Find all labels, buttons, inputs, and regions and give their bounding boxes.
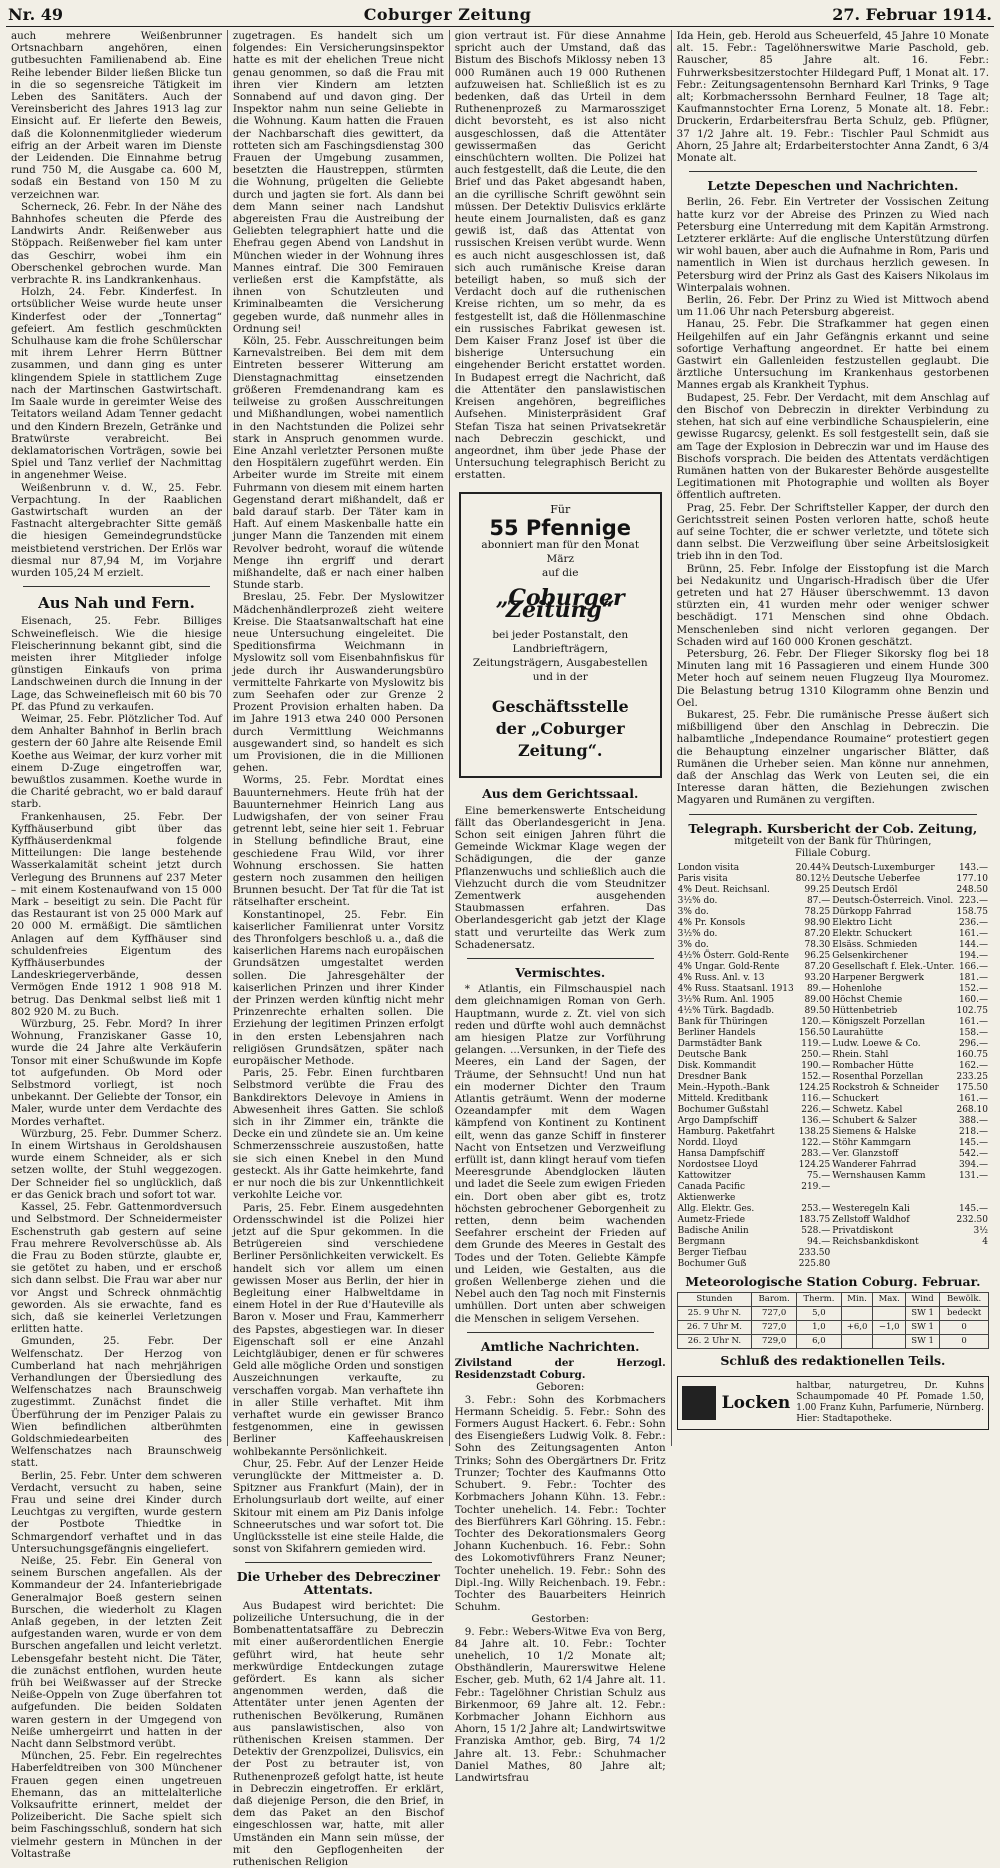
stock-row — [677, 929, 989, 940]
stock-price: 143.— — [958, 863, 988, 874]
weather-cell: SW 1 — [906, 1335, 940, 1349]
stock-name: Kattowitzer — [677, 1171, 731, 1182]
stock-name: Aumetz-Friede — [677, 1215, 746, 1226]
weather-row — [677, 1321, 988, 1335]
paragraph: Breslau, 25. Febr. Der Myslowitzer Mädchenhändlerprozeß zieht weitere Kreise. Die Staatsanwaltschaft hat eine neue Untersuchung eingeleitet. Die Speditionsfirma Weichmann in Myslowitz soll vom Eisenbahnfiskus für jede durch ihr Auswanderungsbüro vermittelte Fahrkarte von Myslowitz bis zum Seehafen oder zur Grenze 2 Prozent Provision erhalten haben. Da im Jahre 1913 etwa 240 000 Personen durch Vermittlung Weichmanns ausgewandert sind, so handelt es sich um Provisionen, die in die Millionen gehen. — [232, 591, 444, 775]
paragraph: Frankenhausen, 25. Febr. Der Kyffhäuserbund gibt über das Kyffhäuserdenkmal folgende Mitteilungen: Die lange bestehende Wasserkalamität scheint jetzt durch Verlegung des Brunnens auf 237 Meter – mit einem Kostenaufwand von 15 000 Mark – beseitigt zu sein. Die Pacht für das Restaurant ist von 25 000 Mark auf 20 000 M. ermäßigt. Die sämtlichen Anlagen auf dem Kyffhäuser sind schuldenfreies Eigentum des Kyffhäuserbundes der Landeskriegerverbände, dessen Vermögen Ende 1912 1 908 918 M. betrug. Das Denkmal selbst ließ mit 1 802 920 M. zu Buch. — [11, 810, 222, 1018]
weather-column-header: Barom. — [752, 1293, 797, 1307]
stock-name: Gelsenkirchener — [832, 951, 908, 962]
stock-price: 166.— — [958, 962, 988, 973]
stock-name: Harpener Bergwerk — [832, 973, 924, 984]
stock-name: Wanderer Fahrrad — [832, 1160, 917, 1171]
stock-price: 124.25 — [798, 1083, 831, 1094]
stock-price: 161.— — [958, 1017, 988, 1028]
registry-title: Zivilstand der Herzogl. Residenzstadt Coburg. — [454, 1357, 666, 1382]
paragraph: Eisenach, 25. Febr. Billiges Schweinefleisch. Wie die hiesige Fleischerinnung bekannt gibt, sind die meisten ihrer Mitglieder infolge günstigen Einkaufs von prima Landschweinen durch die Innung in der Lage, das Schweinefleisch mit 60 bis 70 Pf. das Pfund zu verkaufen. — [11, 615, 222, 713]
stock-row — [677, 973, 989, 984]
stock-name — [831, 1193, 955, 1204]
births-heading: Geboren: — [536, 1381, 585, 1394]
issue-date: 27. Februar 1914. — [832, 5, 992, 24]
paragraph: Hanau, 25. Febr. Die Strafkammer hat gegen einen Heilgehilfen auf ein Jahr Gefängnis erkannt und seine sofortige Verhaftung angeordnet. Er hatte bei einem Gastwirt ein Gallenleiden festzustellen geglaubt. Die ärztliche Untersuchung im Krankenhaus gestorbenen Mannes ergab als Krankheit Typhus. — [676, 318, 989, 392]
advert-line: bei jeder Postanstalt, den Landbriefträgern, Zeitungsträgern, Ausgabestellen und in der — [472, 629, 648, 684]
stock-row — [677, 1050, 989, 1061]
stock-name: Disk. Kommandit — [677, 1061, 756, 1072]
stock-price: 296.— — [958, 1039, 988, 1050]
stock-price: 78.25 — [804, 907, 831, 918]
stock-name: Mitteld. Kreditbank — [677, 1094, 768, 1105]
stock-name: Deutsche Ueberfee — [832, 874, 921, 885]
stock-name: Dresdner Bank — [677, 1072, 747, 1083]
stock-price: 145.— — [958, 1204, 988, 1215]
stock-row — [677, 874, 989, 885]
stock-row — [677, 1171, 989, 1182]
weather-column-header: Wind — [906, 1293, 940, 1307]
stock-name: Schubert & Salzer — [832, 1116, 917, 1127]
paragraph: Weimar, 25. Febr. Plötzlicher Tod. Auf dem Anhalter Bahnhof in Berlin brach gestern der 60 Jahre alte Reisende Emil Koethe aus Weimar, der kurz vorher mit einem D-Zuge eingetroffen war, bewußtlos zusammen. Koethe wurde in die Charité gebracht, wo er bald darauf starb. — [11, 712, 222, 811]
stock-name: Deutsch-Luxemburger — [832, 863, 935, 874]
stock-name: Ver. Glanzstoff — [832, 1149, 899, 1160]
stock-name: Höchst Chemie — [832, 995, 903, 1006]
stock-table — [677, 863, 989, 1270]
paragraph: Budapest, 25. Febr. Der Verdacht, mit dem Anschlag auf den Bischof von Debreczin in direkter Verbindung zu stehen, hat sich auf eine verbindliche Schauspielerin, eine gewisse Rugarcsy, gelenkt. Es soll festgestellt sein, daß sie am Tage der Explosion in Debreczin war und im Hause des Bischofs vorsprach. Die beiden des Attentats verdächtigen Rumänen hatten von der Bukarester Behörde ausgestellte Legitimationen mit Photographie und wollten als Boyer öffentlich auftreten. — [676, 391, 989, 502]
stock-price: 93.20 — [804, 973, 831, 984]
stock-name: 4% Russ. Staatsanl. 1913 — [677, 984, 794, 995]
weather-cell: +6,0 — [841, 1321, 873, 1335]
stock-name: Paris visita — [677, 874, 728, 885]
stock-name: Zellstoff Waldhof — [832, 1215, 910, 1226]
weather-cell — [873, 1335, 906, 1349]
stock-row — [677, 1149, 989, 1160]
paragraph: 3. Febr.: Sohn des Korbmachers Hermann Scheidig. 5. Febr.: Sohn des Formers August Hackert. 6. Febr.: Sohn des Eisengießers Ludwig Volk. 8. Febr.: Sohn des Zeitungsagenten Anton Trinks; Sohn des Obergärtners Dr. Fritz Trunzer; Tochter des Kaufmanns Otto Schubert. 9. Febr.: Tochter des Korbmachers Johann Kühn. 13. Febr.: Tochter unehelich. 14. Febr.: Tochter des Bierführers Karl Göhring. 15. Febr.: Tochter des Dekorationsmalers Georg Johann Kuchenbuch. 16. Febr.: Sohn des Lokomotivführers Franz Neuner; Tochter unehelich. 19. Febr.: Sohn des Dipl.-Ing. Willy Reichenbach. 19. Febr.: Tochter des Bauarbeiters Heinrich Schuhm. — [454, 1393, 666, 1614]
stock-row — [677, 1094, 989, 1105]
stock-name: Schuckert — [832, 1094, 879, 1105]
paragraph: * Atlantis, ein Filmschauspiel nach dem gleichnamigen Roman von Gerh. Hauptmann, wurde z. Zt. viel von sich reden und dürfte wohl auch demnächst am hiesigen Platze zur Vorführung gelangen. ...Versunken, in der Tiefe des Meeres, ein Land der Sagen, der Träume, der Sehnsucht! Und nun hat ein moderner Dichter den Traum Atlantis geträumt. Wenn der moderne Ozeandampfer mit dem Wagen kämpfend von Kontinent zu Kontinent eilt, wenn das ganze Schiff in finsterer Nacht von Entsetzen und Verzweiflung erfüllt ist, dann klingt herauf vom tiefen Meeresgrunde Abendglocken läuten und ladet die Seele zum ewigen Frieden ein. Dort oben aber gibt es, trotz höchsten gebrochener Geborgenheit zu retten, denn beim wachenden Seefahrer erscheint der Frieden auf dem Grunde des Meeres in Gestalt des Todes und der Toten. Geliebte Kämpfe und Leiden, wie Gestalten, aus die großen Wellenberge ziehen und die Nebel auch den Tag noch mit Finsternis umhüllen. Dort unten aber schweigen die Menschen in seligem Versehen. — [454, 983, 666, 1325]
stock-price: 236.— — [958, 918, 988, 929]
stock-name: Deutsche Bank — [677, 1050, 747, 1061]
paragraph: Brünn, 25. Febr. Infolge der Eisstopfung ist die March bei Nedakunitz und Ungarisch-Hradisch über die Ufer getreten und hat 27 Häuser überschwemmt. 13 davon stürzten ein, 41 wurden mehr oder weniger schwer beschädigt. 171 Menschen sind ohne Obdach. Menschenleben sind nicht verloren gegangen. Der Schaden wird auf 160 000 Kronen geschätzt. — [676, 562, 989, 648]
stock-name: 4½% Österr. Gold-Rente — [677, 951, 789, 962]
stock-name: Laurahütte — [832, 1028, 884, 1039]
stock-name: 3½% Rum. Anl. 1905 — [677, 995, 775, 1006]
divider — [23, 586, 210, 587]
stock-name: Reichsbankdiskont — [832, 1237, 919, 1248]
weather-cell: 5,0 — [797, 1307, 842, 1321]
stock-row — [677, 863, 989, 874]
stock-name: Canada Pacific — [677, 1182, 746, 1193]
stock-row — [677, 1160, 989, 1171]
stock-price: 87.20 — [804, 929, 831, 940]
stock-price: 394.— — [958, 1160, 988, 1171]
stock-row — [677, 1127, 989, 1138]
stock-name: London visita — [677, 863, 740, 874]
stock-price: 226.— — [801, 1105, 831, 1116]
stock-price: 98.90 — [804, 918, 831, 929]
paragraph: Köln, 25. Febr. Ausschreitungen beim Karnevalstreiben. Bei dem mit dem Eintreten besserer Witterung am Dienstagnachmittag einsetzenden größeren Fremdenandrang kam es teilweise zu großen Ausschreitungen und Mißhandlungen, wobei namentlich in den Nachtstunden die Polizei sehr stark in Anspruch genommen wurde. Eine Anzahl verletzter Personen mußte den Hospitälern zugeführt werden. Ein Arbeiter wurde im Streite mit einem Fuhrmann von diesem mit einem harten Gegenstand derart mißhandelt, daß er bald darauf starb. Der Täter kam in Haft. Auf einem Maskenballe hatte ein junger Mann die Tanzenden mit einem Revolver bedroht, worauf die wütende Menge ihn ergriff und derart mißhandelte, daß er nach einer halben Stunde starb. — [232, 335, 444, 592]
paragraph: Würzburg, 25. Febr. Dummer Scherz. In einem Wirtshaus in Geroldshausen wurde einem Schneider, als er sich setzen wollte, der Stuhl weggezogen. Der Schneider fiel so unglücklich, daß er das Genick brach und sofort tot war. — [11, 1127, 222, 1201]
stock-row — [677, 1259, 989, 1270]
stock-name: Rombacher Hütte — [832, 1061, 914, 1072]
stock-name: Wernshausen Kamm — [832, 1171, 926, 1182]
masthead — [6, 4, 994, 27]
stock-price: 4 — [982, 1237, 988, 1248]
stock-price: 283.— — [801, 1149, 831, 1160]
advert-text: haltbar, naturgetreu, Dr. Kuhns Schaumpomade 40 Pf. Pomade 1.50, 1.00 Franz Kuhn, Parfumerie, Nürnberg. Hier: Stadtapotheke. — [796, 1380, 984, 1424]
stock-row — [677, 1215, 989, 1226]
stock-name — [831, 1248, 955, 1259]
paragraph: München, 25. Febr. Ein regelrechtes Haberfeldtreiben von 300 Münchener Frauen gegen einen ungetreuen Ehemann, das an mittelalterliche Volksaufritte erinnert, meldet der Polizeibericht. Die Sache spielt sich beim Faschingsschluß, sondern hat sich vielmehr gestern in München in der Voltastraße — [11, 1750, 222, 1860]
stock-name — [831, 1259, 955, 1270]
paragraph: Petersburg, 26. Febr. Der Flieger Sikorsky flog bei 18 Minuten lang mit 16 Passagieren und einem Hunde 300 Meter hoch auf seinem neuen Flugzeug Ilya Mouromez. Die Belastung betrug 1310 Kilogramm ohne Benzin und Oel. — [676, 647, 989, 709]
stock-price: 218.— — [958, 1127, 988, 1138]
stock-name: Privatdiskont — [832, 1226, 894, 1237]
paragraph: zugetragen. Es handelt sich um folgendes: Ein Versicherungsinspektor hatte es mit der ehelichen Treue nicht genau genommen, so daß die Frau mit ihren vier Kindern am letzten Sonnabend auf und davon ging. Der Inspektor nahm nun seine Geliebte in die Wohnung. Kaum hatten die Frauen der Nachbarschaft dies gewittert, da rotteten sich am Faschingsdienstag 300 Frauen der Umgebung zusammen, besetzten die Haustreppen, stürmten die Wohnung, prügelten die Geliebte durch und jagten sie fort. Als dann bei dem Mann seiner nach Landshut abgereisten Frau die Austreibung der Geliebten telegraphiert hatte und die Ehefrau gegen Abend von Landshut in München wieder in der Wohnung ihres Mannes eintraf. Die 300 Femirauen verließen erst die Kampfstätte, als ihnen von Schutzleuten und Kriminalbeamten die Versicherung gegeben wurde, daß nunmehr alles in Ordnung sei! — [232, 30, 444, 335]
paragraph: Weißenbrunn v. d. W., 25. Febr. Verpachtung. In der Raablichen Gastwirtschaft wurden an der Fastnacht altergebrachter Sitte gemäß die hiesigen Gemeindegrundstücke meistbietend verstrichen. Der Erlös war diesmal nur 87,94 M, im Vorjahre wurden 105,24 M erzielt. — [11, 481, 222, 579]
advert-word: Locken — [721, 1392, 791, 1413]
stock-name: Rockstroh & Schneider — [832, 1083, 939, 1094]
kurs-subheading: mitgeteilt von der Bank für Thüringen, — [734, 835, 932, 847]
stock-name: Rosenthal Porzellan — [832, 1072, 924, 1083]
issue-number: Nr. 49 — [8, 5, 63, 24]
stock-row — [677, 1193, 989, 1204]
stock-name: 4% Deut. Reichsanl. — [677, 885, 770, 896]
stock-price: 78.30 — [804, 940, 831, 951]
stock-price: 388.— — [958, 1116, 988, 1127]
stock-price — [795, 1193, 832, 1204]
stock-price: 145.— — [958, 1138, 988, 1149]
paragraph: Holzh, 24. Febr. Kinderfest. In ortsüblicher Weise wurde heute unser Kinderfest oder der „Tonnertag“ gefeiert. Am festlich geschmückten Schulhause kam die frohe Schülerschar mit ihrem Lehrer Herrn Büttner zusammen, und dann ging es unter klingendem Spiele in stattlichem Zuge nach der Martinschen Gastwirtschaft. Im Saale wurde in gereimter Weise des Teitators weiland Adam Tenner gedacht und den Kindern Brezeln, Getränke und Bratwürste verabreicht. Bei deklamatorischen Vorträgen, sowie bei Spiel und Tanz verlief der Nachmittag in angenehmer Weise. — [11, 286, 222, 482]
weather-cell: SW 1 — [906, 1321, 940, 1335]
section-heading: Amtliche Nachrichten. — [480, 1338, 640, 1354]
divider — [689, 171, 977, 172]
weather-column-header: Min. — [841, 1293, 873, 1307]
stock-name: 4% Ungar. Gold-Rente — [677, 962, 780, 973]
weather-cell: bedeckt — [940, 1307, 989, 1321]
stock-row — [677, 1182, 989, 1193]
stock-price: 124.25 — [798, 1160, 831, 1171]
deaths-heading: Gestorben: — [531, 1613, 590, 1626]
stock-price: 177.10 — [956, 874, 988, 885]
stock-row — [677, 1072, 989, 1083]
paragraph: Konstantinopel, 25. Febr. Ein kaiserlicher Familienrat unter Vorsitz des Thronfolgers beschloß u. a., daß die kaiserlichen Harems nach europäischen Grundsätzen umgestaltet werden sollen. Die Jahresgehälter der kaiserlichen Prinzen und ihrer Kinder der Prinzen werden künftig nicht mehr Prinzenrechte erhalten sollen. Die Erziehung der legitimen Prinzen erfolgt in den ersten Lebensjahren nach religiösen Grundsätzen, später nach europäischer Methode. — [232, 908, 444, 1068]
stock-row — [677, 1204, 989, 1215]
weather-cell: 26. 2 Uhr N. — [677, 1335, 752, 1349]
stock-name: Elektr. Schuckert — [832, 929, 912, 940]
stock-row — [677, 1017, 989, 1028]
stock-price: 225.80 — [798, 1259, 831, 1270]
stock-price: 161.— — [958, 1094, 988, 1105]
paragraph: Chur, 25. Febr. Auf der Lenzer Heide verunglückte der Mittmeister a. D. Spitzner aus Frankfurt (Main), der in Erholungsurlaub dort weilte, auf einer Skitour mit einem am Piz Danis infolge Schneerutsches und war sofort tot. Die Unglücksstelle ist eine steile Halde, die sonst von Skifahrern gemieden wird. — [232, 1457, 444, 1556]
divider — [467, 1332, 654, 1333]
paragraph: Neiße, 25. Febr. Ein General von seinem Burschen angefallen. Als der Kommandeur der 24. Infanteriebrigade Generalmajor Boeß gestern seinen Burschen, die wiederholt zu Klagen Anlaß gegeben, in der letzten Zeit aufgestanden waren, wurde er von dem Burschen angefallen und leicht verletzt. Lebensgefahr besteht nicht. Die Täter, die zunächst entflohen, wurden heute früh bei Weißwasser auf der Strecke Neiße-Oppeln von Zuge überfahren tot aufgefunden. Die beiden Soldaten waren gestern in der Umgegend von Neiße umhergeirrt und hatten in der Nacht dann Selbstmord verübt. — [11, 1554, 222, 1751]
stock-price: 116.— — [801, 1094, 831, 1105]
stock-name: 3½% do. — [677, 896, 718, 907]
stock-price: 219.— — [801, 1182, 831, 1193]
advert-office: der „Coburger Zeitung“. — [495, 719, 625, 761]
advert-line: abonniert man für den Monat März — [481, 538, 640, 565]
stock-name: Hamburg. Paketfahrt — [677, 1127, 775, 1138]
weather-column-header: Bewölk. — [940, 1293, 989, 1307]
stock-name: Mein.-Hypoth.-Bank — [677, 1083, 770, 1094]
stock-price: 175.50 — [956, 1083, 988, 1094]
kurs-subheading: Filiale Coburg. — [794, 848, 871, 859]
stock-price: 250.— — [801, 1050, 831, 1061]
stock-name: Berger Tiefbau — [677, 1248, 747, 1259]
stock-price: 87.— — [806, 896, 831, 907]
stock-price: 3½ — [973, 1226, 988, 1237]
subscription-advert — [459, 492, 662, 779]
stock-name: 3% do. — [677, 940, 709, 951]
weather-cell: 26. 7 Uhr M. — [677, 1321, 752, 1335]
weather-table — [677, 1292, 989, 1349]
stock-row — [677, 995, 989, 1006]
stock-price: 152.— — [958, 984, 988, 995]
stock-name: Schwetz. Kabel — [832, 1105, 903, 1116]
stock-price: 253.— — [801, 1204, 831, 1215]
section-heading: Letzte Depeschen und Nachrichten. — [707, 178, 959, 194]
weather-cell — [841, 1335, 873, 1349]
column-1 — [6, 30, 228, 1860]
weather-cell: 25. 9 Uhr N. — [677, 1307, 752, 1321]
weather-cell: 729,0 — [752, 1335, 797, 1349]
stock-name: Badische Anilin — [677, 1226, 749, 1237]
stock-row — [677, 918, 989, 929]
stock-row — [677, 907, 989, 918]
stock-row — [677, 951, 989, 962]
newspaper-title: Coburger Zeitung — [363, 5, 532, 24]
stock-price: 144.— — [958, 940, 988, 951]
stock-name: Deutsch-Österreich. Vinol. — [832, 896, 954, 907]
stock-price: 102.75 — [956, 1006, 988, 1017]
stock-price: 80.12½ — [795, 874, 831, 885]
stock-name: Königszelt Porzellan — [832, 1017, 926, 1028]
stock-name: Stöhr Kammgarn — [832, 1138, 911, 1149]
stock-price: 99.25 — [804, 885, 831, 896]
weather-column-header: Therm. — [797, 1293, 842, 1307]
weather-cell: 0 — [940, 1335, 989, 1349]
stock-name: 3% do. — [677, 907, 709, 918]
column-3 — [450, 30, 672, 1784]
section-heading: Aus Nah und Fern. — [38, 594, 195, 613]
stock-row — [677, 896, 989, 907]
stock-row — [677, 1226, 989, 1237]
weather-cell: 727,0 — [752, 1307, 797, 1321]
stock-price: 89.50 — [804, 1006, 831, 1017]
weather-cell: 727,0 — [752, 1321, 797, 1335]
stock-price: 194.— — [958, 951, 988, 962]
weather-cell — [873, 1307, 906, 1321]
stock-price: 160.— — [958, 995, 988, 1006]
stock-name: Rhein. Stahl — [832, 1050, 889, 1061]
weather-cell: −1,0 — [873, 1321, 906, 1335]
stock-name: Siemens & Halske — [832, 1127, 917, 1138]
paragraph: Berlin, 26. Febr. Der Prinz zu Wied ist Mittwoch abend um 11.06 Uhr nach Petersburg abgereist. — [676, 294, 989, 319]
stock-name: Allg. Elektr. Ges. — [677, 1204, 755, 1215]
stock-name: Hansa Dampfschiff — [677, 1149, 765, 1160]
stock-row — [677, 1028, 989, 1039]
stock-name: Darmstädter Bank — [677, 1039, 762, 1050]
paragraph: Bukarest, 25. Febr. Die rumänische Presse äußert sich mißbilligend über den Anschlag in Debreczin. Die halbamtliche „Independance Roumaine“ protestiert gegen die Behauptung einzelner ungarischer Blätter, daß Rumänen die Urheber seien. Man könne nur annehmen, daß der Anschlag das Werk von Leuten sei, die ein Interesse daran hätten, die Beziehungen zwischen Magyaren und Rumänen zu vergiften. — [676, 708, 989, 807]
closing-note: Schluß des redaktionellen Teils. — [720, 1353, 946, 1369]
advert-line: auf die — [541, 566, 579, 579]
stock-price: 542.— — [958, 1149, 988, 1160]
section-heading: Die Urheber des Debrecziner Attentats. — [236, 1569, 440, 1597]
stock-price: 158.— — [958, 1028, 988, 1039]
stock-price: 183.75 — [798, 1215, 831, 1226]
stock-price: 528.— — [801, 1226, 831, 1237]
advert-line: Für — [550, 502, 571, 516]
weather-column-header: Max. — [873, 1293, 906, 1307]
paragraph: auch mehrere Weißenbrunner Ortsnachbarn angehören, einen gutbesuchten Familienabend ab. Eine Reihe lebender Bilder ließen Blicke tun in die so segensreiche Tätigkeit im Leben des Sanitäters. Auch der Vereinsbericht des Jahres 1913 lag zur Einsicht auf. Er lieferte den Beweis, daß die Kolonnenmitglieder wiederum eifrig an der Arbeit waren im Dienste der Leidenden. Die Einnahme betrug rund 750 M, die Ausgabe ca. 600 M, sodaß ein Bestand von 150 M zu verzeichnen war. — [11, 30, 222, 201]
paragraph: gion vertraut ist. Für diese Annahme spricht auch der Umstand, daß das Bistum des Bischofs Miklossy neben 13 000 Rumänen auch 19 000 Ruthenen aufzuweisen hat. Schließlich ist es zu bedenken, daß das Urteil in dem Ruthenenprozeß zu Marmarossziget dicht bevorsteht, es ist also nicht ausgeschlossen, daß die Attentäter gewissermaßen das Gericht einschüchtern wollten. Die Polizei hat auch festgestellt, daß die Leute, die den Brief und das Paket abgesandt haben, an die cyrillische Schrift gewöhnt sein müssen. Der Detektiv Dulisvics erklärte heute einem Journalisten, daß es ganz gewiß ist, daß das Attentat von russischen Kreisen verübt wurde. Wenn es auch nicht ausgeschlossen ist, daß sich auch rumänische Kreise daran beteiligt haben, so muß sich der Verdacht doch auf die ruthenischen Kreise richten, um so mehr, da es festgestellt ist, daß die Höllenmaschine ein russisches Fabrikat gewesen ist. Dem Kaiser Franz Josef ist über die bisherige Untersuchung ein eingehender Bericht erstattet worden. In Budapest erregt die Nachricht, daß die Attentäter den panslawistischen Kreisen angehören, begreifliches Aufsehen. Ministerpräsident Graf Stefan Tisza hat seinen Privatsekretär nach Debreczin geschickt, und angeordnet, ihm über jede Phase der Untersuchung telegraphisch Bericht zu erstatten. — [454, 30, 666, 482]
stock-price: 268.10 — [956, 1105, 988, 1116]
stock-price: 20.44¾ — [795, 863, 831, 874]
stock-row — [677, 1006, 989, 1017]
stock-price: 89.— — [806, 984, 831, 995]
stock-price: 161.— — [958, 929, 988, 940]
stock-price: 87.20 — [804, 962, 831, 973]
stock-price: 162.— — [958, 1061, 988, 1072]
stock-name — [831, 1182, 955, 1193]
column-2 — [228, 30, 450, 1868]
stock-row — [677, 1237, 989, 1248]
stock-price: 158.75 — [956, 907, 988, 918]
stock-name: 4% Russ. Anl. v. 13 — [677, 973, 765, 984]
stock-row — [677, 984, 989, 995]
paragraph: Gmunden, 25. Febr. Der Welfenschatz. Der Herzog von Cumberland hat nach mehrjährigen Verhandlungen der Übersiedlung des Welfenschatzes nach Braunschweig zugestimmt. Zunächst findet die Überführung der im Penziger Palais zu Wien befindlichen altberühmten Goldschmiedearbeiten des Welfenschatzes nach Braunschweig statt. — [11, 1335, 222, 1470]
hair-advert — [677, 1376, 989, 1430]
weather-cell: SW 1 — [906, 1307, 940, 1321]
paragraph: Paris, 25. Febr. Einem ausgedehnten Ordensschwindel ist die Polizei hier jetzt auf die Spur gekommen. In die Betrügereien sind verschiedene Berliner Persönlichkeiten verwickelt. Es handelt sich vor allem um einen gewissen Moser aus Berlin, der hier in Begleitung einer Halbweltdame in einem Hotel in der Rue d'Hauteville als Baron v. Moser und Frau, Kammerherr des Papstes, abgestiegen war. In dieser Eigenschaft soll er eine Anzahl Leichtgläubiger, denen er für schweres Geld alle mögliche Orden und sonstigen Auszeichnungen verkaufte, zu verschaffen vorgab. Man verhaftete ihn in aller Stille verhaftet. Mit ihm verhaftet wurde ein gewisser Branco festgenommen, eine in gewissen Berliner Kaffeehauskreisen wohlbekannte Persönlichkeit. — [232, 1201, 444, 1458]
stock-price: 233.25 — [956, 1072, 988, 1083]
stock-name: Berliner Handels — [677, 1028, 756, 1039]
paragraph: Berlin, 25. Febr. Unter dem schweren Verdacht, versucht zu haben, seine Frau und seine drei Kinder durch Leuchtgas zu vergiften, wurde gestern der Postbote Thiedtke in Schmargendorf verhaftet und in das Untersuchungsgefängnis eingeliefert. — [11, 1469, 222, 1555]
stock-price: 190.— — [801, 1061, 831, 1072]
stock-name: Elektro Licht — [832, 918, 893, 929]
stock-name: Nordd. Lloyd — [677, 1138, 738, 1149]
stock-price: 75.— — [806, 1171, 831, 1182]
paragraph: Berlin, 26. Febr. Ein Vertreter der Vossischen Zeitung hatte kurz vor der Abreise des Prinzen zu Wied nach Petersburg eine Unterredung mit dem Kapitän Armstrong. Letzterer erklärte: Auf die englische Unterstützung dürfen wir wohl bauen, aber auch die Aufnahme in Rom, Paris und namentlich in Wien ist durchaus herzlich gewesen. In Petersburg wird der Prinz als Gast des Kaisers Nikolaus im Winterpalais wohnen. — [676, 196, 989, 294]
stock-row — [677, 940, 989, 951]
stock-price: 233.50 — [798, 1248, 831, 1259]
stock-name: Bochumer Gußstahl — [677, 1105, 769, 1116]
stock-name: Aktienwerke — [677, 1193, 736, 1204]
stock-name: Nordostsee Lloyd — [677, 1160, 758, 1171]
stock-name: Bochumer Guß — [677, 1259, 747, 1270]
paragraph: 9. Febr.: Webers-Witwe Eva von Berg, 84 Jahre alt. 10. Febr.: Tochter unehelich, 10 1/2 Monate alt; Obsthändlerin, Maurerswitwe Helene Escher, geb. Muth, 62 1/4 Jahre alt. 11. Febr.: Tagelöhner Christian Schulz aus Birkenmoor, 69 Jahre alt. 12. Febr.: Korbmacher Johann Eichhorn aus Ahorn, 15 1/2 Jahre alt; Landwirtswitwe Franziska Amthor, geb. Birg, 74 1/2 Jahre alt. 13. Febr.: Schuhmacher Daniel Mathes, 80 Jahre alt; Landwirtsfrau — [454, 1625, 666, 1784]
stock-name: Gesellschaft f. Elek.-Unter. — [832, 962, 955, 973]
stock-price: 131.— — [958, 1171, 988, 1182]
section-heading: Aus dem Gerichtssaal. — [482, 786, 639, 802]
stock-name: Hohenlohe — [832, 984, 882, 995]
stock-price: 94.— — [806, 1237, 831, 1248]
stock-row — [677, 1061, 989, 1072]
stock-price: 136.— — [801, 1116, 831, 1127]
paragraph: Aus Budapest wird berichtet: Die polizeiliche Untersuchung, die in der Bombenattentatsaffäre zu Debreczin mit einer außerordentlichen Energie geführt wird, hat heute sehr merkwürdige Entdeckungen zutage gefördert. Es kann als sicher angenommen werden, daß die Attentäter unter jenen Agenten der ruthenischen Bevölkerung, Rumänen aus panslawistischen, also von rüthenischen Kreisen stammen. Der Detektiv der Grenzpolizei, Dulisvics, ein der Post zu betrauter ist, von Ruthenenprozeß gefolgt hatte, ist heute in Debreczin eingetroffen. Er erklärt, daß diejenige Person, die den Brief, in dem das Paket an den Bischof eingeschlossen war, hatte, mit aller Umständen ein Mann sein müsse, der mit den Gepflogenheiten der ruthenischen Religion — [232, 1599, 444, 1868]
stock-price — [955, 1259, 989, 1270]
paragraph: Worms, 25. Febr. Mordtat eines Bauunternehmers. Heute früh hat der Bauunternehmer Heinrich Lang aus Ludwigshafen, der von seiner Frau getrennt lebt, seine hier seit 1. Februar in Stellung befindliche Braut, eine geschiedene Frau Wild, vor ihrer Wohnung erschossen. Sie hatten gestern noch zusammen den heiligen Brunnen besucht. Der Tat für die Tat ist rätselhafter erscheint. — [232, 774, 444, 909]
stock-price: 122.— — [801, 1138, 831, 1149]
stock-price: 138.25 — [798, 1127, 831, 1138]
stock-name: Elsäss. Schmieden — [832, 940, 918, 951]
weather-column-header: Stunden — [677, 1293, 752, 1307]
column-4 — [672, 30, 994, 1446]
stock-name: Deutsch Erdöl — [832, 885, 898, 896]
paragraph: Würzburg, 25. Febr. Mord? In ihrer Wohnung, Franziskaner Gasse 10, wurde die 24 Jahre alte Verkäuferin Tonsor mit einer Schußwunde im Kopfe tot aufgefunden. Ob Mord oder Selbstmord vorliegt, ist noch unbekannt. Der Geliebte der Tonsor, ein Maler, wurde unter dem Verdachte des Mordes verhaftet. — [11, 1018, 222, 1128]
stock-price — [955, 1193, 989, 1204]
stock-row — [677, 885, 989, 896]
stock-name: Argo Dampfschiff — [677, 1116, 758, 1127]
columns — [6, 30, 994, 1868]
paragraph: Paris, 25. Febr. Einen furchtbaren Selbstmord verübte die Frau des Bankdirektors Delevoye in Amiens in Abwesenheit ihres Gatten. Sie schloß sich in ihr Zimmer ein, tränkte die Decke ein und zündete sie an. Um keine Schmerzensschreie auszustoßen, hatte sie sich einen Knebel in den Mund gesteckt. Als ihr Gatte heimkehrte, fand er nur noch die bis zur Unkenntlichkeit verkohlte Leiche vor. — [232, 1067, 444, 1202]
stock-price: 232.50 — [956, 1215, 988, 1226]
stock-name: 4% Pr. Konsols — [677, 918, 746, 929]
divider — [689, 814, 977, 815]
paragraph: Prag, 25. Febr. Der Schriftsteller Kapper, der durch den Gerichtsstreit seinen Posten verloren hatte, schoß heute auf seine Tochter, die er schwer verletzte, und tötete sich dann selbst. Die Verzweiflung über seine Arbeitslosigkeit trieb ihn in den Tod. — [676, 501, 989, 563]
advert-office: Geschäftsstelle — [491, 697, 629, 717]
stock-row — [677, 1138, 989, 1149]
weather-cell: 6,0 — [797, 1335, 842, 1349]
stock-name: 4½% Türk. Bagdadb. — [677, 1006, 775, 1017]
stock-row — [677, 1083, 989, 1094]
stock-price: 119.— — [801, 1039, 831, 1050]
paragraph: Eine bemerkenswerte Entscheidung fällt das Oberlandesgericht in Jena. Schon seit einigen Jahren führt die Gemeinde Wickmar Klage wegen der Schädigungen, die der ganze Pflanzenwuchs und schließlich auch die Viehzucht durch die vom Steudnitzer Zementwerk ausgehenden Staubmassen erfahren. Das Oberlandesgericht gab jetzt der Klage statt und verurteilte das Werk zum Schadenersatz. — [454, 804, 666, 951]
advert-price: 55 Pfennige — [489, 515, 632, 540]
paragraph: Ida Hein, geb. Herold aus Scheuerfeld, 45 Jahre 10 Monate alt. 15. Febr.: Tagelöhnerswitwe Marie Paschold, geb. Rauscher, 85 Jahre alt. 16. Febr.: Fuhrwerksbesitzerstochter Hildegard Puff, 1 Monat alt. 17. Febr.: Zeitungsagentensohn Bernhard Karl Trinks, 9 Tage alt; Korbmacherssohn Bernhard Feulner, 18 Tage alt; Kaufmannstochter Erna Lorenz, 5 Monate alt. 18. Febr.: Druckerin, Erdarbeitersfrau Berta Schulz, geb. Pflügner, 37 1/2 Jahre alt. 19. Febr.: Tischler Paul Schmidt aus Ahorn, 25 Jahre alt; Erdarbeiterstochter Anna Zandt, 6 3/4 Monate alt. — [676, 30, 989, 165]
weather-row — [677, 1335, 988, 1349]
stock-price: 181.— — [958, 973, 988, 984]
stock-name: Hüttenbetrieb — [832, 1006, 898, 1017]
stock-price: 223.— — [958, 896, 988, 907]
stock-price: 120.— — [801, 1017, 831, 1028]
stock-row — [677, 1248, 989, 1259]
stock-price: 89.00 — [804, 995, 831, 1006]
paragraph: Scherneck, 26. Febr. In der Nähe des Bahnhofes scheuten die Pferde des Landwirts Andr. Reißenweber aus Stöppach. Reißenweber fiel kam unter das Geschirr, wobei ihm ein Oberschenkel gebrochen wurde. Man verbrachte R. ins Landkrankenhaus. — [11, 200, 222, 287]
stock-row — [677, 962, 989, 973]
advert-logo-icon — [682, 1386, 716, 1420]
divider — [245, 1562, 432, 1563]
stock-price: 248.50 — [956, 885, 988, 896]
advert-paper-name: „Coburger Zeitung“ — [495, 584, 625, 624]
paragraph: Kassel, 25. Febr. Gattenmordversuch und Selbstmord. Der Schneidermeister Eschenstruth gab gestern auf seine Frau mehrere Revolverschüsse ab. Als die Frau zu Boden stürzte, glaubte er, sie getötet zu haben, und er erschoß sich dann selbst. Die Frau war aber nur vor Angst und Schreck ohnmächtig geworden. Als sie erwachte, fand es sich, daß sie keinerlei Verletzungen erlitten hatte. — [11, 1201, 222, 1336]
divider — [467, 958, 654, 959]
stock-price: 96.25 — [804, 951, 831, 962]
stock-row — [677, 1116, 989, 1127]
weather-row — [677, 1307, 988, 1321]
stock-price: 152.— — [801, 1072, 831, 1083]
weather-cell — [841, 1307, 873, 1321]
stock-name: 3½% do. — [677, 929, 718, 940]
stock-name: Bergmann — [677, 1237, 726, 1248]
section-heading: Vermischtes. — [515, 964, 606, 980]
stock-name: Dürkopp Fahrrad — [832, 907, 912, 918]
stock-name: Westeregeln Kali — [832, 1204, 910, 1215]
kurs-heading: Telegraph. Kursbericht der Cob. Zeitung, — [688, 820, 978, 836]
stock-price — [955, 1182, 989, 1193]
stock-name: Ludw. Loewe & Co. — [832, 1039, 921, 1050]
stock-row — [677, 1039, 989, 1050]
stock-price: 156.50 — [798, 1028, 831, 1039]
weather-cell: 0 — [940, 1321, 989, 1335]
weather-heading: Meteorologische Station Coburg. Februar. — [685, 1274, 981, 1290]
stock-name: Bank für Thüringen — [677, 1017, 768, 1028]
weather-cell: 1,0 — [797, 1321, 842, 1335]
stock-row — [677, 1105, 989, 1116]
stock-price — [955, 1248, 989, 1259]
stock-price: 160.75 — [956, 1050, 988, 1061]
